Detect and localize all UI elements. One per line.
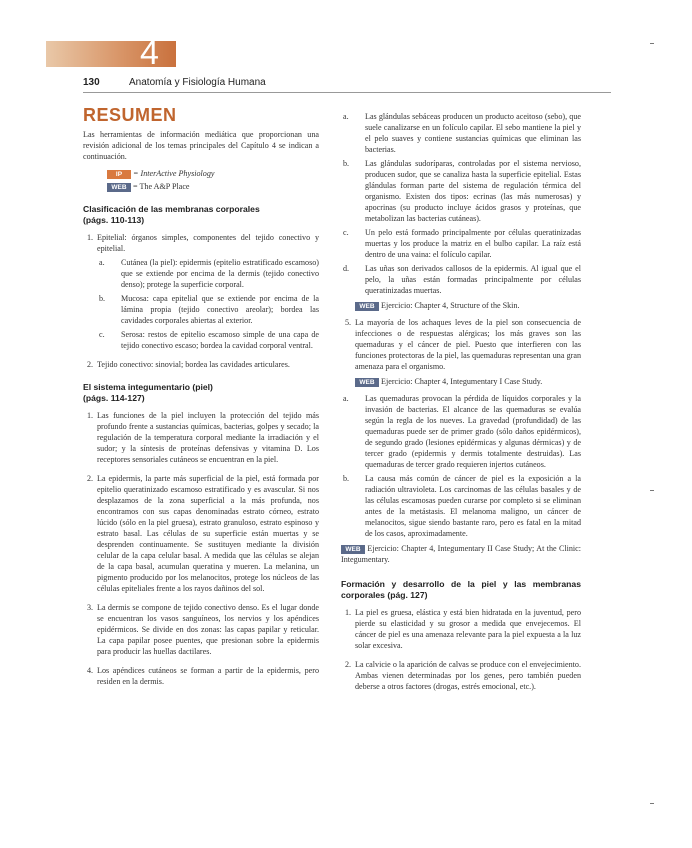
ip-badge-icon: IP xyxy=(107,170,131,179)
section-title: El sistema integumentario (piel) xyxy=(83,382,213,392)
web-exercise-text: Ejercicio: Chapter 4, Integumentary II Case Study; At the Clinic: Integumentary. xyxy=(341,544,581,564)
item-text: Un pelo está formado principalmente por células queratinizadas muertas y los produce la matriz en el bulbo capilar. La raíz está dentro de una vaina: el folículo capilar. xyxy=(365,228,581,259)
item-text: La mayoría de los achaques leves de la piel son consecuencia de infecciones o de respuestas alérgicas; los más graves son las quemaduras y el cáncer de piel. Puesto que interfieren con las funciones protectoras de la piel, las quemaduras representan una gran amenaza para el organismo. xyxy=(355,318,581,371)
numbered-list xyxy=(83,410,319,687)
crop-mark xyxy=(650,803,654,804)
section-pages: (pág. 127) xyxy=(387,590,428,600)
summary-intro: Las herramientas de información mediática que proporcionan una revisión adicional de los temas principales del Capítulo 4 se indican a continuación. xyxy=(83,130,319,161)
lettered-list xyxy=(341,111,581,296)
item-letter: a. xyxy=(343,112,349,121)
item-text: La causa más común de cáncer de piel es la exposición a la radiación ultravioleta. Los carcinomas de las células basales y de las células escamosas pueden curarse por completo si se eliminan antes de la metástasis. El melanoma maligno, un cáncer de melanocitos, sigue siendo bastante raro, pero es fatal en la mitad de los casos, aproximadamente. xyxy=(365,474,581,538)
list-item xyxy=(83,359,319,370)
section-title: Formación y desarrollo de la piel y las membranas corporales xyxy=(341,579,581,600)
list-item xyxy=(97,329,319,351)
item-letter: c. xyxy=(99,330,105,339)
list-item xyxy=(83,602,319,657)
item-letter: a. xyxy=(343,394,349,403)
section-pages: (págs. 114-127) xyxy=(83,393,145,403)
section-title: Clasificación de las membranas corporales xyxy=(83,204,260,214)
item-text: Las uñas son derivados callosos de la epidermis. Al igual que el pelo, la uñas están formadas principalmente por células queratinizadas muertas. xyxy=(365,264,581,295)
item-number: 4. xyxy=(87,666,94,675)
web-badge-icon: WEB xyxy=(355,378,379,387)
list-item xyxy=(341,473,581,539)
item-number: 2. xyxy=(345,660,352,669)
item-number: 2. xyxy=(87,360,94,369)
item-number: 1. xyxy=(87,233,94,242)
legend-text: = The A&P Place xyxy=(133,182,190,191)
lettered-list xyxy=(97,257,319,351)
item-text: La piel es gruesa, elástica y está bien hidratada en la juventud, pero pierde su elasticidad y su grosor a medida que envejecemos. El cáncer de piel es una amenaza relevante para la piel expuesta a la luz solar excesiva. xyxy=(355,608,581,650)
legend-item-web xyxy=(107,181,319,192)
web-exercise xyxy=(341,543,581,565)
crop-mark xyxy=(650,490,654,491)
legend-text: = InterActive Physiology xyxy=(133,169,215,178)
item-number: 2. xyxy=(87,474,94,483)
list-item xyxy=(83,410,319,465)
item-text: Tejido conectivo: sinovial; bordea las cavidades articulares. xyxy=(97,360,290,369)
numbered-list xyxy=(83,232,319,370)
item-letter: a. xyxy=(99,258,105,267)
web-exercise-text: Ejercicio: Chapter 4, Integumentary I Case Study. xyxy=(381,377,543,386)
chapter-number: 4 xyxy=(140,34,159,72)
section-heading xyxy=(83,382,319,404)
web-badge-icon: WEB xyxy=(107,183,131,192)
item-letter: c. xyxy=(343,228,349,237)
list-item xyxy=(83,232,319,351)
item-letter: b. xyxy=(99,294,106,303)
list-item xyxy=(341,607,581,651)
legend-item-ip xyxy=(107,168,319,179)
web-exercise xyxy=(341,300,581,311)
item-text: Las quemaduras provocan la pérdida de líquidos corporales y la invasión de bacterias. El alcance de las quemaduras se evalúa según la regla de los nueves. La gravedad (profundidad) de las quemaduras puede ser de primer grado (sólo daños epidérmicos), de segundo grado (lesiones epidérmicas y algunas dérmicas) y de tercer grado (epidermis y dermis totalmente destruidas). Las quemaduras de tercer grado requieren injertos cutáneos. xyxy=(365,394,581,469)
list-item xyxy=(97,293,319,326)
item-letter: d. xyxy=(343,264,350,273)
item-text: La dermis se compone de tejido conectivo denso. Es el lugar donde se encuentran los vasos sanguíneos, los nervios y los apéndices epidérmicos. Se divide en dos zonas: las capas papilar y reticular. La capa papilar posee puentes, que presionan sobre la epidermis para producir las huellas dactilares. xyxy=(97,603,319,656)
left-column xyxy=(83,105,319,695)
item-text: La epidermis, la parte más superficial de la piel, está formada por epitelio queratinizado escamoso estratificado y es avascular. Si nos desplazamos de la zona superficial a la más profunda, nos encontramos con sus capas denominadas estrato córneo, estrato lúcido (sólo en la piel gruesa), estrato granuloso, estrato espinoso y estrato basal. Las células de su superficie están muertas y se desprenden continuamente. Se sustituyen mediante la división celular de la capa celular basal. A medida que las células se alejan de la capa basal, acumulan queratina y mueren. La melanina, un pigmento producido por los melanocitos, protege los núcleos de las células epiteliales frente a los rayos dañinos del sol. xyxy=(97,474,319,593)
item-text: Las funciones de la piel incluyen la protección del tejido más profundo frente a sustancias químicas, bacterias, golpes y secado; la regulación de la temperatura corporal mediante la irradiación y el sudor; y la síntesis de proteínas defensivas y vitamina D. Los receptores sensoriales cutáneos se encuentran en la piel. xyxy=(97,411,319,464)
item-text: Epitelial: órganos simples, componentes del tejido conectivo y epitelial. xyxy=(97,233,319,253)
item-letter: b. xyxy=(343,159,350,168)
item-text: Cutánea (la piel): epidermis (epitelio estratificado escamoso) que se extiende por encima de la dermis (tejido conectivo denso); protege la superficie corporal. xyxy=(121,258,319,289)
numbered-list xyxy=(341,607,581,692)
media-legend xyxy=(107,168,319,192)
section-heading xyxy=(83,204,319,226)
list-item xyxy=(341,659,581,692)
web-badge-icon: WEB xyxy=(341,545,365,554)
item-number: 1. xyxy=(345,608,352,617)
right-column xyxy=(341,111,581,700)
web-badge-icon: WEB xyxy=(355,302,379,311)
item-text: Las glándulas sebáceas producen un producto aceitoso (sebo), que suele canalizarse en un folículo capilar. El sebo mantiene la piel y el pelo suaves y contiene sustancias químicas que eliminan las bacterias. xyxy=(365,112,581,154)
item-number: 5. xyxy=(345,318,352,327)
item-text: Los apéndices cutáneos se forman a partir de la epidermis, pero residen en la dermis. xyxy=(97,666,319,686)
lettered-list xyxy=(341,393,581,539)
list-item xyxy=(341,227,581,260)
crop-mark xyxy=(650,43,654,44)
summary-title: RESUMEN xyxy=(83,105,177,125)
page-number: 130 xyxy=(83,77,100,88)
list-item xyxy=(341,111,581,155)
list-item xyxy=(341,393,581,470)
item-text: La calvicie o la aparición de calvas se produce con el envejecimiento. Ambas vienen determinadas por los genes, pero también pueden deberse a otros factores (drogas, estrés emocional, etc.). xyxy=(355,660,581,691)
item-number: 3. xyxy=(87,603,94,612)
web-exercise-text: Ejercicio: Chapter 4, Structure of the Skin. xyxy=(381,301,520,310)
list-item xyxy=(341,158,581,224)
section-heading xyxy=(341,579,581,601)
list-item xyxy=(341,263,581,296)
list-item xyxy=(341,317,581,372)
item-text: Las glándulas sudoríparas, controladas por el sistema nervioso, producen sudor, que se canaliza hasta la superficie epitelial. Estas glándulas forman parte del sistema de regulación térmica del organismo. Existen dos tipos: ecrinas (las más numerosas) y apocrinas (su producto incluye ácidos grasos y proteínas, que metabolizan las bacterias cutáneas). xyxy=(365,159,581,223)
header-rule xyxy=(83,92,611,93)
numbered-list xyxy=(341,317,581,372)
web-exercise xyxy=(341,376,581,387)
list-item xyxy=(97,257,319,290)
list-item xyxy=(83,473,319,594)
item-number: 1. xyxy=(87,411,94,420)
item-text: Mucosa: capa epitelial que se extiende por encima de la lámina propia (tejido conectivo areolar); bordea las cavidades corporales abiertas al exterior. xyxy=(121,294,319,325)
list-item xyxy=(83,665,319,687)
item-letter: b. xyxy=(343,474,350,483)
running-title: Anatomía y Fisiología Humana xyxy=(129,77,266,88)
item-text: Serosa: restos de epitelio escamoso simple de una capa de tejido conectivo escaso; bordea la cavidad corporal ventral. xyxy=(121,330,319,350)
section-pages: (págs. 110-113) xyxy=(83,215,145,225)
